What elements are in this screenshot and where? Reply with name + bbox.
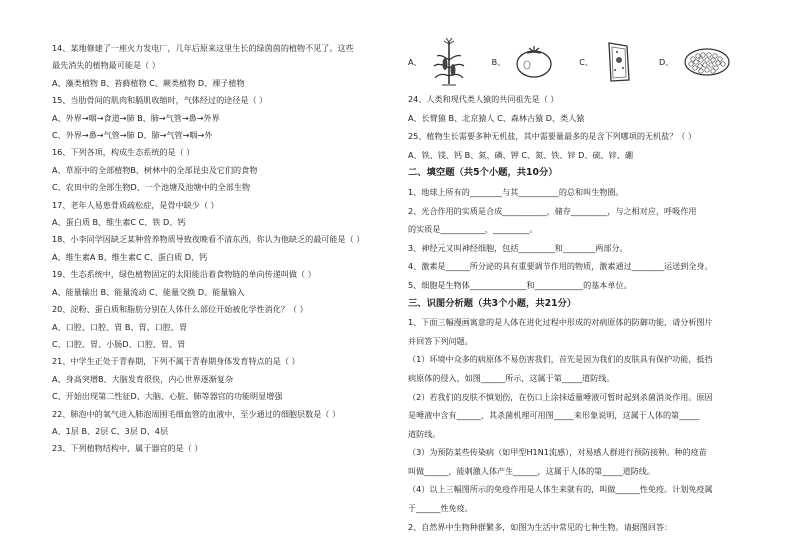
q23-option-a — [408, 38, 466, 86]
q23-image-options — [408, 36, 753, 88]
section-figure-analysis-heading: 三、识图分析题（共3个小题，共21分） — [408, 297, 577, 309]
q23-option-c — [579, 40, 633, 84]
corn-plant-icon — [432, 38, 466, 86]
analysis-1-part3-line1: （3）为预防某些传染病（如甲型H1N1流感），对易感人群进行预防接种。种的疫苗 — [408, 447, 707, 458]
q15-options-ab: A、外界→咽→食道→肺 B、肺→气管→鼻→外界 — [52, 112, 220, 123]
q20-stem: 20、淀粉、蛋白质和脂肪分别在人体什么部位开始被化学性消化？（ ） — [52, 304, 308, 315]
q22-stem: 22、肺泡中的氧气进入肺泡周围毛细血管的血液中，至少通过的细胞层数是（ ） — [52, 408, 341, 419]
q19-options: A、能量输出 B、能量流动 C、能量交换 D、能量输入 — [52, 286, 245, 297]
option-label: C、 — [579, 56, 594, 67]
q21-options-ab: A、身高突增B、大脑发育很快，内心世界逐渐复杂 — [52, 373, 234, 384]
q16-options-ab: A、草原中的全部植物B、树林中的全部昆虫及它们的食物 — [52, 164, 258, 175]
analysis-1-line1: 1、下面三幅漫画寓意的是人体在进化过程中形成的对病原体的防御功能，请分析图片 — [408, 317, 713, 328]
q19-stem: 19、生态系统中，绿色植物固定的太阳能沿着食物链的单向传递叫做（ ） — [52, 269, 316, 280]
plant-cell-icon — [603, 40, 633, 84]
q21-options-cd: C、开始出现第二性征D、大脑、心脏、肺等器官的功能明显增强 — [52, 391, 283, 402]
q16-stem: 16、下列各项，构成生态系统的是（ ） — [52, 147, 195, 158]
fill-2-line1: 2、光合作用的实质是合成___________，储存_________，与之相对应，呼吸作用 — [408, 205, 697, 216]
q20-options-ab: A、口腔、口腔、胃 B、胃、口腔、胃 — [52, 321, 188, 332]
analysis-1-part2-line2: 是唾液中含有______，其杀菌机理可用图_____来形象说明，这属于人体的第_____ — [408, 410, 700, 421]
q21-stem: 21、中学生正处于青春期，下列不属于青春期身体发育特点的是（ ） — [52, 356, 300, 367]
q24-options: A、长臂猿 B、北京猿人 C、森林古猿 D、类人猿 — [408, 112, 585, 123]
option-label: D、 — [659, 56, 674, 67]
q23-option-b — [492, 45, 554, 79]
q18-options: A、维生素A B、维生素C C、蛋白质 D、钙 — [52, 251, 208, 262]
q16-options-cd: C、农田中的全部生物D、一个池塘及池塘中的全部生物 — [52, 182, 251, 193]
fill-2-line2: 的实质是___________，_________。 — [408, 224, 538, 235]
fill-3: 3、神经元又叫神经细胞，包括_________和________两部分。 — [408, 242, 628, 253]
fill-5: 5、细胞是生物体______________和____________的基本单位。 — [408, 279, 632, 290]
q15-stem: 15、当肋骨间的肌肉和膈肌收缩时，气体经过的途径是（ ） — [52, 95, 268, 106]
fill-1: 1、地球上所有的________与其__________的总和叫生物圈。 — [408, 186, 624, 197]
analysis-1-line2: 并回答下列问题。 — [408, 335, 473, 346]
analysis-1-part3-line2: 叫做______，能刺激人体产生______，这属于人体的第_____道防线。 — [408, 465, 655, 476]
q15-options-cd: C、外界→鼻→气管→肺 D、肺→气管→咽→外 — [52, 130, 213, 141]
option-label: B、 — [491, 56, 506, 67]
option-label: A、 — [408, 56, 422, 67]
q14-stem-line1: 14、某地修建了一座火力发电厂，几年后原来这里生长的绿茵茵的植物不见了。这些 — [52, 43, 354, 53]
right-column — [408, 36, 753, 536]
analysis-1-part4-line2: 于______性免疫。 — [408, 503, 473, 514]
section-fill-in-heading: 二、填空题（共5个小题，共10分） — [408, 167, 558, 179]
analysis-1-part1-line1: （1）环境中众多的病原体不易伤害我们，首先是因为我们的皮肤具有保护功能，抵挡 — [408, 354, 713, 365]
cell-tissue-icon — [683, 47, 731, 77]
analysis-2-stem: 2、自然界中生物种群繁多，如图为生活中常见的七种生物。请据图回答： — [408, 521, 673, 532]
q23-stem: 23、下列植物结构中，属于器官的是（ ） — [52, 443, 203, 454]
q17-stem: 17、老年人易患骨质疏松症，是骨中缺少（ ） — [52, 199, 219, 210]
q20-options-cd: C、口腔、胃、小肠D、口腔、胃、胃 — [52, 338, 186, 349]
q23-option-d — [659, 47, 731, 77]
left-column — [52, 40, 387, 458]
q22-options: A、1层 B、2层 C、3层 D、4层 — [52, 425, 169, 436]
q24-stem: 24、人类和现代类人猿的共同祖先是（ ） — [408, 94, 559, 104]
analysis-1-part1-line2: 病原体的侵入，如图______所示，这属于第_____道防线。 — [408, 372, 615, 383]
q18-stem: 18、小李同学因缺乏某种营养物质导致夜晚看不清东西，你认为他缺乏的最可能是（ ） — [52, 234, 365, 245]
fill-4: 4、激素是______所分泌的具有重要调节作用的物质，激素通过________运送到全身。 — [408, 261, 713, 272]
q25-stem: 25、植物生长需要多种无机盐，其中需要量最多的是含下列哪项的无机盐？（ ） — [408, 131, 697, 142]
q14-options: A、藻类植物 B、苔藓植物 C、蕨类植物 D、裸子植物 — [52, 77, 245, 88]
q25-options: A、铁、镁、钙 B、氮、磷、钾 C、氮、铁、锌 D、硫、锌、硼 — [408, 149, 633, 160]
analysis-1-part4-line1: （4）以上三幅图所示的免疫作用是人体生来就有的，叫做______性免疫。计划免疫属 — [408, 484, 713, 495]
analysis-1-part2-line3: 道防线。 — [408, 428, 441, 439]
tomato-icon — [515, 45, 553, 79]
q17-options: A、蛋白质 B、维生素C C、铁 D、钙 — [52, 217, 186, 228]
q14-stem-line2: 最先消失的植物最可能是（ ） — [52, 60, 160, 71]
analysis-1-part2-line1: （2）若我们的皮肤不慎划伤，在伤口上涂抹适量唾液可暂时起到杀菌消炎作用。原因 — [408, 391, 713, 402]
